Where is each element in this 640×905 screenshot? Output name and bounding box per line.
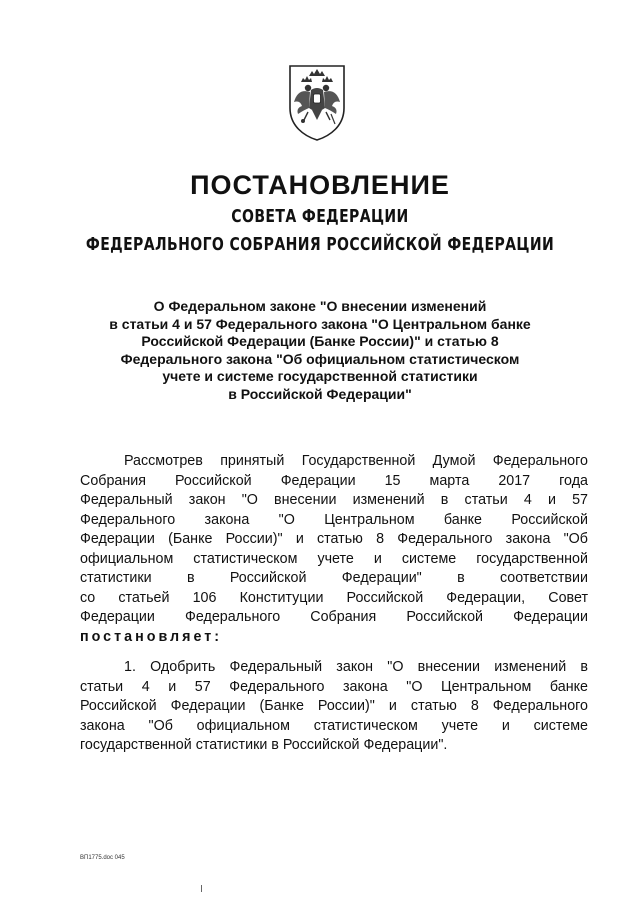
document-file-code: ВП1775.doc 045 [80,855,125,861]
paragraph-line: официальном статистическом учете и системе государственной [80,550,588,567]
paragraph-line: статьи 4 и 57 Федерального закона "О Центральном банке [80,678,588,695]
paragraph-line: Собрания Российской Федерации 15 марта 2017 года [80,472,588,489]
subject-line: Российской Федерации (Банке России)" и статью 8 [141,333,499,349]
paragraph-line: государственной статистики в Российской Федерации". [80,737,448,753]
paragraph-line: 1. Одобрить Федеральный закон "О внесении изменений в [124,659,588,675]
paragraph-line: Федерации (Банке России)" и статью 8 Федерального закона "Об [80,531,588,547]
paragraph-line: Рассмотрев принятый Государственной Думой Федерального [124,453,588,469]
page-mark [201,885,202,892]
subject-line: Федерального закона "Об официальном статистическом [120,350,520,367]
paragraph-line: Российской Федерации (Банке России)" и статью 8 Федерального [80,698,588,714]
issuer-line-2: ФЕДЕРАЛЬНОГО СОБРАНИЯ РОССИЙСКОЙ ФЕДЕРАЦИИ [85,234,555,255]
preamble-paragraph [80,452,588,647]
paragraph-line: Федеральный закон "О внесении изменений в статьи 4 и 57 [80,492,588,508]
subject-line: в статьи 4 и 57 Федерального закона "О Центральном банке [109,315,531,332]
resolves-word: постановляет: [80,628,223,645]
paragraph-line: закона "Об официальном статистическом учете и системе [80,717,588,734]
subject-line: в Российской Федерации" [228,385,412,402]
issuer-line-1: СОВЕТА ФЕДЕРАЦИИ [231,206,409,227]
paragraph-line: Федерального закона "О Центральном банке Российской [80,511,588,528]
russian-coat-of-arms-icon [282,62,352,142]
paragraph-line: статистики в Российской Федерации" в соответствии [80,570,588,586]
subject-line: О Федеральном законе "О внесении изменений [153,298,487,314]
item-1-paragraph [80,658,588,756]
paragraph-line: со статьей 106 Конституции Российской Федерации, Совет [80,589,588,606]
document-subject [60,298,580,403]
paragraph-line: Федерации Федерального Собрания Российской Федерации [80,609,588,625]
subject-line: учете и системе государственной статистики [162,368,478,384]
document-title: ПОСТАНОВЛЕНИЕ [190,170,450,200]
